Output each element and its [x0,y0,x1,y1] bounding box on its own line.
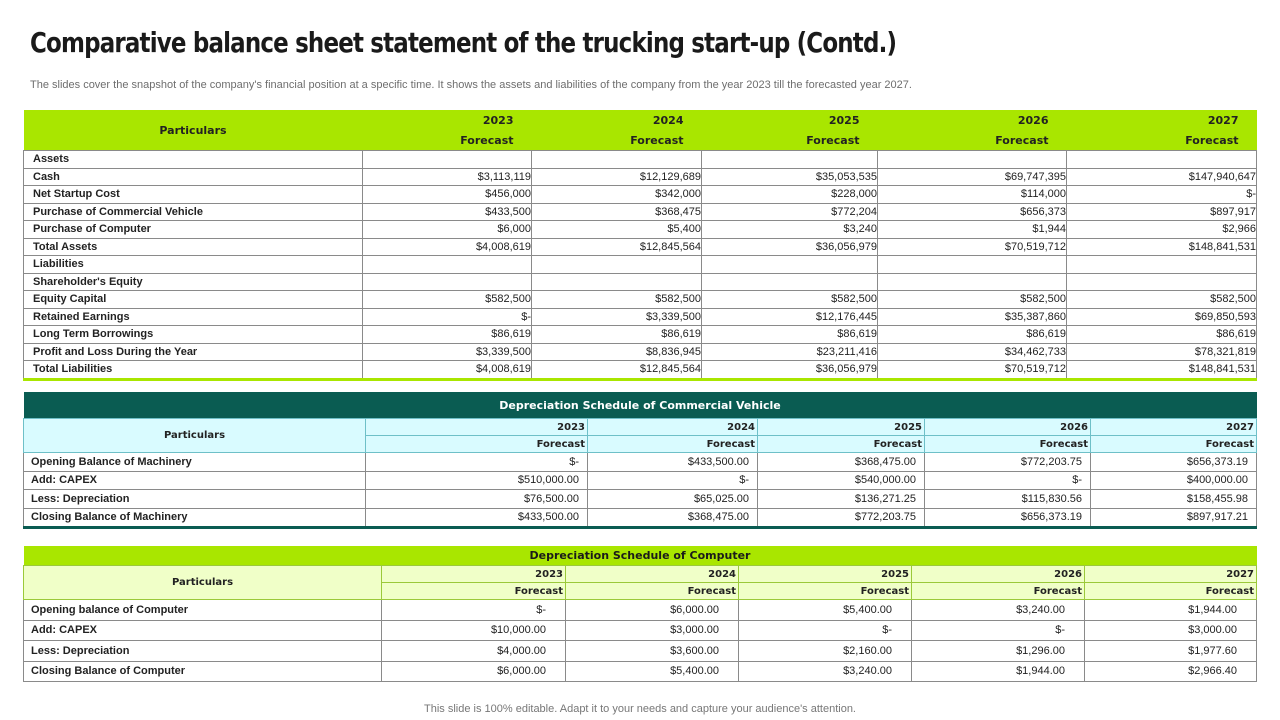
page-subtitle: The slides cover the snapshot of the company's financial position at a specific time. It shows the assets and liabilities of the company from the year 2023 till the forecasted year 2027. [30,79,912,91]
year-header: 2027 [1085,566,1257,583]
table-row [24,641,1257,662]
row-label: Opening Balance of Machinery [24,453,366,472]
cell-value: $115,830.56 [925,490,1091,509]
cell-value: $35,053,535 [702,168,878,186]
cell-value: $3,600.00 [566,641,739,662]
cell-value: $582,500 [702,291,878,309]
year-header: 2023 [366,419,588,436]
year-header: 2025 [702,110,878,130]
cell-value [878,151,1067,169]
table-row [24,326,1257,344]
row-label: Equity Capital [24,291,363,309]
particulars-header: Particulars [24,566,382,600]
cell-value: $78,321,819 [1067,343,1257,361]
cell-value: $86,619 [363,326,532,344]
table-row [24,361,1257,380]
cell-value: $35,387,860 [878,308,1067,326]
cell-value: $5,400.00 [739,600,912,621]
cell-value: $656,373.19 [925,508,1091,528]
cell-value: $136,271.25 [758,490,925,509]
table-row [24,620,1257,641]
row-label: Long Term Borrowings [24,326,363,344]
forecast-header: Forecast [758,436,925,453]
forecast-header: Forecast [588,436,758,453]
cell-value: $4,008,619 [363,361,532,380]
row-label: Liabilities [24,256,363,274]
cell-value: $158,455.98 [1091,490,1257,509]
cell-value: $510,000.00 [366,471,588,490]
header-row-years [24,110,1257,130]
year-header: 2024 [566,566,739,583]
page-title: Comparative balance sheet statement of the trucking start-up (Contd.) [30,26,897,59]
row-label: Add: CAPEX [24,471,366,490]
table-row [24,273,1257,291]
cell-value [532,273,702,291]
table-row [24,661,1257,682]
balance-sheet-table [23,110,1257,381]
row-label: Cash [24,168,363,186]
table-row [24,168,1257,186]
depreciation-vehicle-table [23,392,1257,529]
forecast-header: Forecast [366,436,588,453]
table-row [24,490,1257,509]
row-label: Add: CAPEX [24,620,382,641]
cell-value: $3,240.00 [739,661,912,682]
row-label: Purchase of Computer [24,221,363,239]
depreciation-computer-title: Depreciation Schedule of Computer [24,546,1257,566]
cell-value: $6,000.00 [382,661,566,682]
forecast-header: Forecast [912,583,1085,600]
cell-value: $5,400 [532,221,702,239]
cell-value [702,273,878,291]
cell-value: $456,000 [363,186,532,204]
cell-value: $772,204 [702,203,878,221]
cell-value [1067,256,1257,274]
year-header: 2025 [758,419,925,436]
cell-value: $69,850,593 [1067,308,1257,326]
cell-value: $433,500.00 [588,453,758,472]
cell-value: $12,176,445 [702,308,878,326]
table-row [24,471,1257,490]
forecast-header: Forecast [566,583,739,600]
cell-value: $656,373 [878,203,1067,221]
table-row [24,343,1257,361]
cell-value: $2,966 [1067,221,1257,239]
table-row [24,600,1257,621]
table-row [24,203,1257,221]
year-header: 2024 [532,110,702,130]
cell-value: $368,475.00 [588,508,758,528]
row-label: Net Startup Cost [24,186,363,204]
forecast-header: Forecast [363,130,532,151]
table-row [24,453,1257,472]
cell-value: $10,000.00 [382,620,566,641]
cell-value [878,273,1067,291]
cell-value: $433,500.00 [366,508,588,528]
cell-value: $772,203.75 [758,508,925,528]
table-banner [24,392,1257,419]
year-header: 2026 [878,110,1067,130]
cell-value: $23,211,416 [702,343,878,361]
cell-value: $582,500 [363,291,532,309]
table-row [24,256,1257,274]
cell-value: $36,056,979 [702,238,878,256]
year-header: 2023 [382,566,566,583]
depreciation-vehicle-title: Depreciation Schedule of Commercial Vehicle [24,392,1257,419]
cell-value: $433,500 [363,203,532,221]
depreciation-computer-table [23,546,1257,682]
cell-value [702,151,878,169]
cell-value: $6,000.00 [566,600,739,621]
cell-value: $368,475.00 [758,453,925,472]
cell-value: $- [739,620,912,641]
forecast-header: Forecast [925,436,1091,453]
cell-value: $114,000 [878,186,1067,204]
cell-value: $342,000 [532,186,702,204]
cell-value: $1,944.00 [912,661,1085,682]
cell-value [363,256,532,274]
row-label: Closing Balance of Computer [24,661,382,682]
year-header: 2027 [1067,110,1257,130]
cell-value: $34,462,733 [878,343,1067,361]
cell-value: $86,619 [532,326,702,344]
cell-value: $582,500 [532,291,702,309]
forecast-header: Forecast [532,130,702,151]
forecast-header: Forecast [702,130,878,151]
particulars-header: Particulars [24,110,363,151]
table-row [24,186,1257,204]
cell-value: $3,339,500 [363,343,532,361]
forecast-header: Forecast [739,583,912,600]
cell-value [1067,273,1257,291]
cell-value: $1,944.00 [1085,600,1257,621]
table-row [24,308,1257,326]
depreciation-computer-body [24,600,1257,682]
cell-value: $- [588,471,758,490]
cell-value: $4,000.00 [382,641,566,662]
particulars-header: Particulars [24,419,366,453]
cell-value: $147,940,647 [1067,168,1257,186]
table-banner [24,546,1257,566]
cell-value [878,256,1067,274]
cell-value: $582,500 [1067,291,1257,309]
cell-value: $- [366,453,588,472]
row-label: Purchase of Commercial Vehicle [24,203,363,221]
cell-value: $5,400.00 [566,661,739,682]
forecast-header: Forecast [1085,583,1257,600]
depreciation-vehicle-body [24,453,1257,528]
cell-value: $86,619 [702,326,878,344]
year-header: 2027 [1091,419,1257,436]
cell-value: $540,000.00 [758,471,925,490]
cell-value: $65,025.00 [588,490,758,509]
cell-value: $76,500.00 [366,490,588,509]
cell-value: $772,203.75 [925,453,1091,472]
cell-value [532,151,702,169]
row-label: Total Assets [24,238,363,256]
cell-value: $70,519,712 [878,238,1067,256]
cell-value: $897,917.21 [1091,508,1257,528]
cell-value: $1,296.00 [912,641,1085,662]
balance-sheet-body [24,151,1257,380]
cell-value: $69,747,395 [878,168,1067,186]
year-header: 2023 [363,110,532,130]
row-label: Closing Balance of Machinery [24,508,366,528]
header-row-years [24,419,1257,436]
forecast-header: Forecast [1091,436,1257,453]
cell-value: $- [382,600,566,621]
cell-value: $8,836,945 [532,343,702,361]
table-row [24,291,1257,309]
row-label: Profit and Loss During the Year [24,343,363,361]
row-label: Shareholder's Equity [24,273,363,291]
cell-value: $36,056,979 [702,361,878,380]
header-row-years [24,566,1257,583]
year-header: 2026 [925,419,1091,436]
cell-value: $86,619 [878,326,1067,344]
cell-value: $- [925,471,1091,490]
cell-value: $12,129,689 [532,168,702,186]
table-row [24,151,1257,169]
cell-value: $2,160.00 [739,641,912,662]
row-label: Assets [24,151,363,169]
cell-value: $86,619 [1067,326,1257,344]
cell-value: $3,240.00 [912,600,1085,621]
row-label: Total Liabilities [24,361,363,380]
cell-value [1067,151,1257,169]
row-label: Retained Earnings [24,308,363,326]
cell-value: $656,373.19 [1091,453,1257,472]
cell-value [702,256,878,274]
cell-value: $- [363,308,532,326]
cell-value: $3,000.00 [1085,620,1257,641]
cell-value: $1,944 [878,221,1067,239]
cell-value: $400,000.00 [1091,471,1257,490]
forecast-header: Forecast [1067,130,1257,151]
footer-note: This slide is 100% editable. Adapt it to your needs and capture your audience's attention. [424,703,856,715]
table-row [24,221,1257,239]
year-header: 2025 [739,566,912,583]
cell-value: $3,240 [702,221,878,239]
year-header: 2026 [912,566,1085,583]
forecast-header: Forecast [878,130,1067,151]
cell-value: $6,000 [363,221,532,239]
cell-value: $12,845,564 [532,361,702,380]
row-label: Less: Depreciation [24,641,382,662]
cell-value [532,256,702,274]
cell-value: $228,000 [702,186,878,204]
year-header: 2024 [588,419,758,436]
cell-value: $582,500 [878,291,1067,309]
table-row [24,508,1257,528]
cell-value: $368,475 [532,203,702,221]
cell-value: $- [1067,186,1257,204]
row-label: Less: Depreciation [24,490,366,509]
row-label: Opening balance of Computer [24,600,382,621]
cell-value: $148,841,531 [1067,361,1257,380]
cell-value: $897,917 [1067,203,1257,221]
cell-value: $1,977.60 [1085,641,1257,662]
cell-value: $70,519,712 [878,361,1067,380]
cell-value: $12,845,564 [532,238,702,256]
cell-value: $3,000.00 [566,620,739,641]
cell-value [363,273,532,291]
table-row [24,238,1257,256]
cell-value: $2,966.40 [1085,661,1257,682]
forecast-header: Forecast [382,583,566,600]
cell-value: $4,008,619 [363,238,532,256]
cell-value: $148,841,531 [1067,238,1257,256]
cell-value: $3,113,119 [363,168,532,186]
cell-value: $3,339,500 [532,308,702,326]
cell-value [363,151,532,169]
cell-value: $- [912,620,1085,641]
